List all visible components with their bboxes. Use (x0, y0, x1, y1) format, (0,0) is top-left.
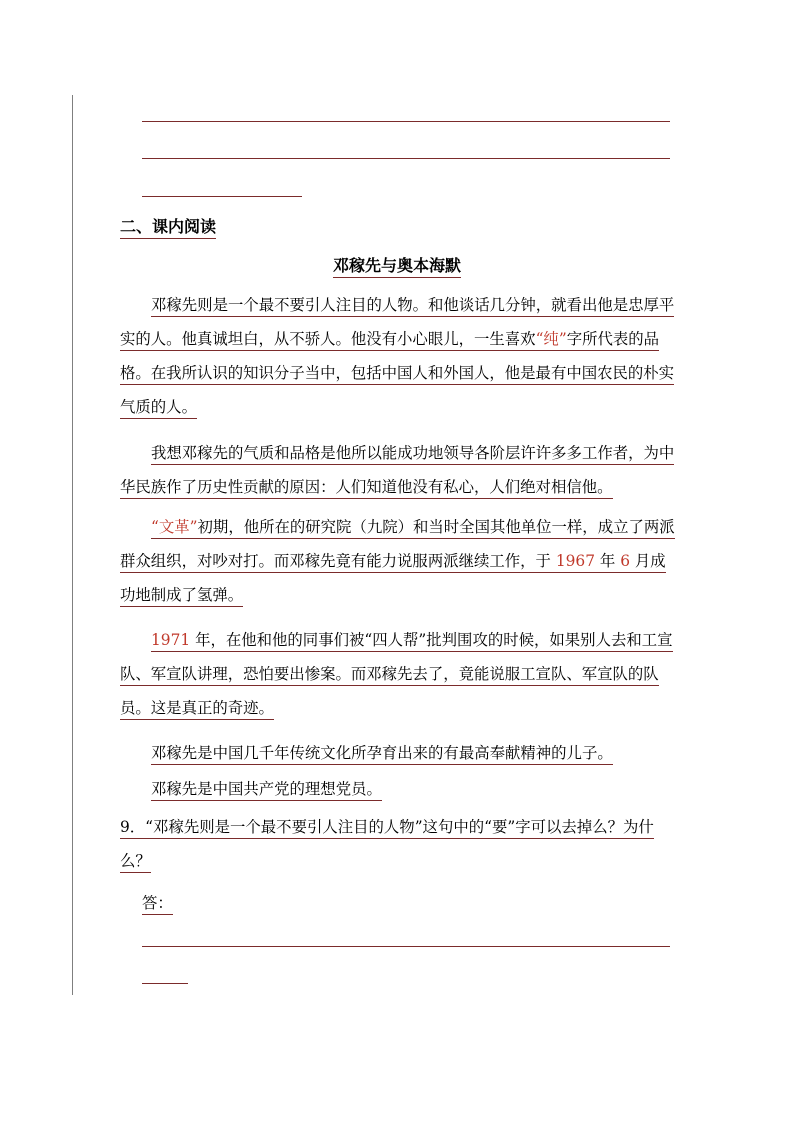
text-run: 邓稼先是中国共产党的理想党员。 (151, 780, 382, 798)
paragraph-3 (120, 510, 676, 612)
text-run: 邓稼先则是一个最不要引人注目的人物。和他谈话几分钟，就看出他是忠厚平实的人。他真诚坦白，从不骄人。他没有小心眼儿，一生喜欢 (120, 296, 675, 348)
paragraph-text (151, 744, 613, 765)
answer-blank-line (142, 946, 670, 947)
highlighted-text: 1971 (151, 631, 191, 649)
text-run: 我想邓稼先的气质和品格是他所以能成功地领导各阶层许许多多工作者，为中华民族作了历史性贡献的原因：人们知道他没有私心，人们绝对相信他。 (120, 444, 675, 496)
text-run: 月成功地制成了氢弹。 (120, 552, 666, 604)
answer-blank-line (142, 121, 670, 122)
answer-blank-line-short (142, 983, 188, 984)
paragraph-text (151, 780, 382, 801)
paragraph-5 (120, 736, 676, 770)
paragraph-text (120, 444, 674, 499)
paragraph-6 (120, 772, 676, 806)
text-run: 年，在他和他的同事们被“四人帮”批判围攻的时候，如果别人去和工宣队、军宣队讲理，恐怕要出惨案。而邓稼先去了，竟能说服工宣队、军宣队的队员。这是真正的奇迹。 (120, 631, 673, 717)
passage-title: 邓稼先与奥本海默 (0, 255, 794, 277)
highlighted-text: 1967 (555, 552, 596, 570)
paragraph-1 (120, 288, 676, 424)
section-heading: 二、课内阅读 (120, 216, 216, 238)
highlighted-text: “文革” (151, 518, 198, 536)
highlighted-text: “纯” (535, 330, 567, 348)
highlighted-text: 6 (620, 552, 630, 570)
text-run: 邓稼先是中国几千年传统文化所孕育出来的有最高奉献精神的儿子。 (151, 744, 613, 762)
text-run: 年 (595, 552, 621, 570)
text-run: 初期，他所在的研究院（九院）和当时全国其他单位一样，成立了两派群众组织，对吵对打。而邓稼先竟有能力说服两派继续工作，于 (120, 518, 675, 570)
paragraph-4 (120, 623, 676, 725)
question-9: 9．“邓稼先则是一个最不要引人注目的人物”这句中的“要”字可以去掉么？为什么？ (120, 810, 680, 878)
page-margin-line (72, 95, 73, 995)
answer-blank-line-short (142, 196, 302, 197)
answer-label: 答： (142, 886, 178, 920)
paragraph-text (120, 631, 673, 720)
paragraph-text (120, 296, 674, 419)
text-run: 字所代表的品格。在我所认识的知识分子当中，包括中国人和外国人，他是最有中国农民的朴实气质的人。 (120, 330, 675, 416)
paragraph-text (120, 518, 675, 607)
answer-blank-line (142, 158, 670, 159)
paragraph-2 (120, 436, 676, 504)
